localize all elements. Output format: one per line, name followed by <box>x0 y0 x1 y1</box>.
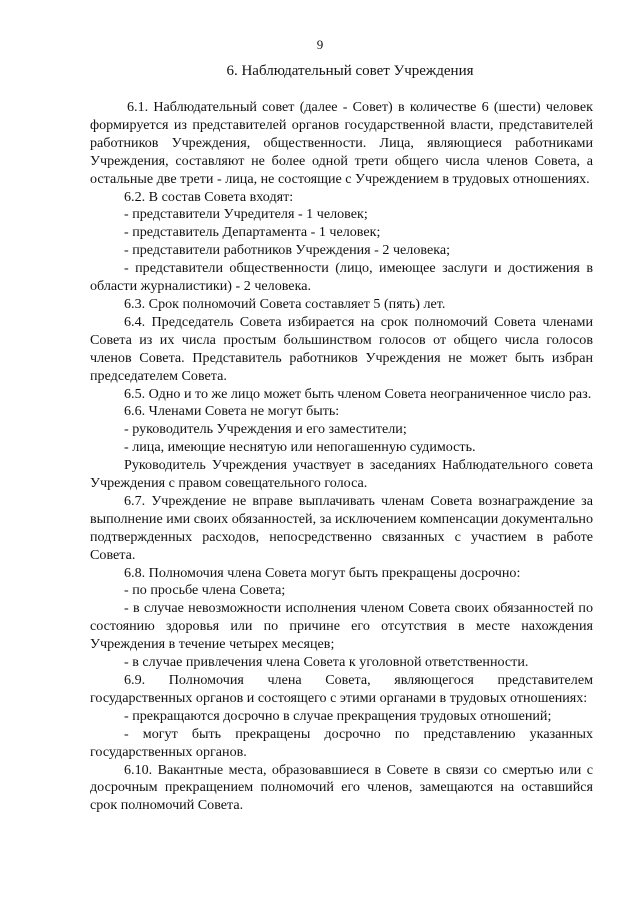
list-item: - в случае невозможности исполнения членом Совета своих обязанностей по состоянию здоровья или по причине его отсутствия в месте нахождения Учреждения в течение четырех месяцев; <box>90 600 593 653</box>
list-item: - представители Учредителя - 1 человек; <box>124 206 368 223</box>
paragraph-6-6: 6.6. Членами Совета не могут быть: <box>124 403 340 420</box>
list-item: - прекращаются досрочно в случае прекращения трудовых отношений; <box>124 707 552 724</box>
section-heading: 6. Наблюдательный совет Учреждения <box>226 63 474 79</box>
paragraph-6-5: 6.5. Одно и то же лицо может быть членом Совета неограниченное число раз. <box>124 385 592 402</box>
paragraph-6-1: 6.1. Наблюдательный совет (далее - Совет) в количестве 6 (шести) человек формируется из представителей органов государственной власти, представителей работников Учреждения, общественности. Лица, являющиеся работниками Учреждения, составляют не более одной трети общего числа членов Совета, а остальные две трети - лица, не состоящие с Учреждением в трудовых отношениях. <box>90 99 593 187</box>
list-item: - представители общественности (лицо, имеющее заслуги и достижения в области журналистики) - 2 человека. <box>90 260 593 295</box>
paragraph-6-10: 6.10. Вакантные места, образовавшиеся в Совете в связи со смертью или с досрочным прекращением полномочий его членов, замещаются на оставшийся срок полномочий Совета. <box>90 761 593 814</box>
list-item: - лица, имеющие неснятую или непогашенную судимость. <box>124 439 476 456</box>
list-item: - могут быть прекращены досрочно по представлению указанных государственных органов. <box>90 725 593 760</box>
list-item: - по просьбе члена Совета; <box>124 582 286 599</box>
page-number: 9 <box>316 37 324 52</box>
list-item: - представители работников Учреждения - 2 человека; <box>124 242 451 259</box>
paragraph-6-3: 6.3. Срок полномочий Совета составляет 5 (пять) лет. <box>124 295 446 312</box>
section-body <box>90 99 593 815</box>
paragraph-6-2: 6.2. В состав Совета входят: <box>124 188 294 205</box>
list-item: - в случае привлечения члена Совета к уголовной ответственности. <box>124 654 529 671</box>
paragraph-director-note: Руководитель Учреждения участвует в заседаниях Наблюдательного совета Учреждения с правом совещательного голоса. <box>90 457 593 492</box>
paragraph-6-4: 6.4. Председатель Совета избирается на срок полномочий Совета членами Совета из их числа простым большинством голосов от общего числа голосов членов Совета. Представитель работников Учреждения не может быть избран председателем Совета. <box>90 313 593 384</box>
list-item: - руководитель Учреждения и его заместители; <box>124 421 407 438</box>
list-item: - представитель Департамента - 1 человек; <box>124 224 381 241</box>
paragraph-6-8: 6.8. Полномочия члена Совета могут быть прекращены досрочно: <box>124 564 521 581</box>
paragraph-6-7: 6.7. Учреждение не вправе выплачивать членам Совета вознаграждение за выполнение ими своих обязанностей, за исключением компенсации документально подтвержденных расходов, непосредственно связанных с участием в работе Совета. <box>90 492 593 563</box>
paragraph-6-9: 6.9. Полномочия члена Совета, являющегося представителем государственных органов и состоящего с этими органами в трудовых отношениях: <box>90 672 593 706</box>
